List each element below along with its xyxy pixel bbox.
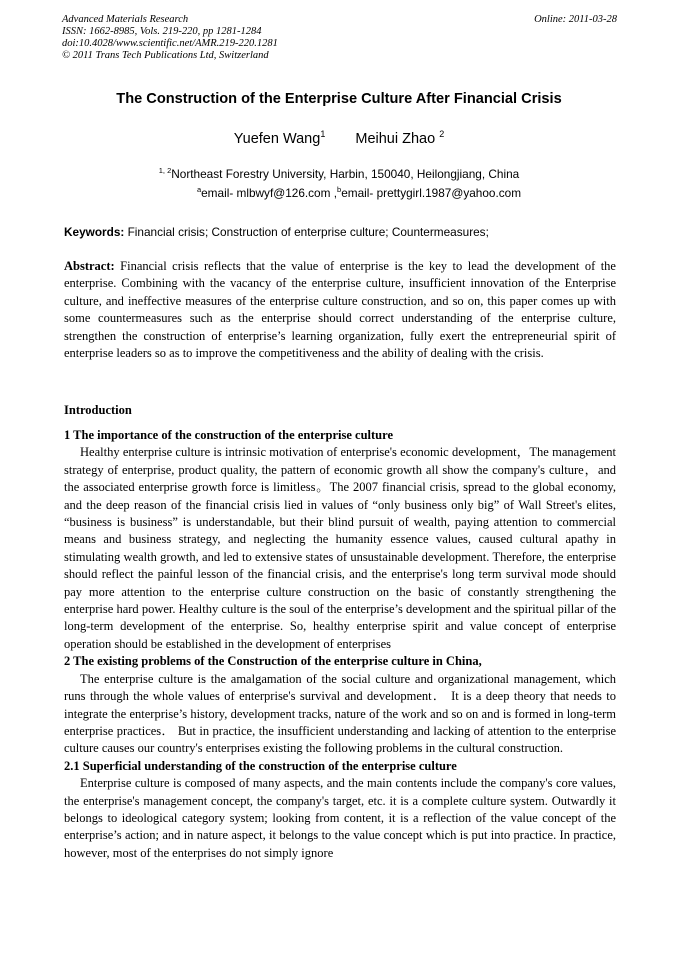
- section-heading: 2 The existing problems of the Construction of the enterprise culture in China,: [64, 654, 482, 669]
- main-body: [64, 427, 616, 862]
- affiliation-superscript: 1, 2: [158, 166, 172, 175]
- email-a[interactable]: email- mlbwyf@126.com ,: [201, 185, 338, 200]
- section-paragraph: The enterprise culture is the amalgamation of the social culture and organizational management, which runs through the whole values of enterprise's survival and development． It is a deep theory that needs to integrate the enterprise’s history, development tracks, nature of the work and so on and is formed in long-term enterprise practices． But in practice, the insufficient understanding and lacking of attention to the enterprise culture causes our country's enterprises existing the following problems in the cultural construction.: [64, 671, 616, 756]
- author-superscript: 2: [439, 129, 445, 139]
- affiliation-text: Northeast Forestry University, Harbin, 150040, Heilongjiang, China: [171, 166, 520, 181]
- issn-line: ISSN: 1662-8985, Vols. 219-220, pp 1281-1284: [62, 26, 262, 37]
- keywords: [64, 225, 616, 239]
- keywords-label: Keywords:: [64, 225, 125, 239]
- affiliation: [0, 166, 678, 181]
- copyright-line: © 2011 Trans Tech Publications Ltd, Switzerland: [62, 50, 269, 61]
- keywords-text: Financial crisis; Construction of enterprise culture; Countermeasures;: [124, 225, 489, 239]
- email-superscript: a: [196, 185, 202, 194]
- section-paragraph: Enterprise culture is composed of many aspects, and the main contents include the company's core values, the enterprise's management concept, the company's target, etc. it is a complete culture system. Outwardly it belongs to ideological category system; looking from content, it is a reflection of the value concept of the enterprise’s action; and in nature aspect, it belongs to the value concept which is put into practice. In practice, however, most of the enterprises do not simply ignore: [64, 776, 616, 860]
- introduction-heading: Introduction: [64, 403, 132, 417]
- author-superscript: 1: [320, 129, 326, 139]
- email-superscript: b: [337, 185, 342, 194]
- online-date: Online: 2011-03-28: [534, 14, 617, 25]
- author-name: Meihui Zhao: [355, 130, 436, 147]
- section-heading: 2.1 Superficial understanding of the construction of the enterprise culture: [64, 758, 457, 773]
- abstract: [64, 258, 616, 362]
- author-list: [0, 129, 678, 147]
- section-heading: 1 The importance of the construction of the enterprise culture: [64, 428, 393, 442]
- journal-header: [62, 14, 617, 62]
- paper-title: The Construction of the Enterprise Culture After Financial Crisis: [116, 91, 562, 107]
- doi-line: doi:10.4028/www.scientific.net/AMR.219-220.1281: [62, 38, 278, 49]
- email-b[interactable]: email- prettygirl.1987@yahoo.com: [341, 185, 522, 200]
- abstract-label: Abstract:: [64, 259, 115, 273]
- journal-name: Advanced Materials Research: [62, 14, 189, 25]
- email-line: [0, 185, 678, 200]
- abstract-text: Financial crisis reflects that the value of enterprise is the key to lead the development of the enterprise. Combining with the vacancy of the enterprise culture, insufficient innovation of the Enterprise culture, and ineffective measures of the enterprise culture construction, and so on, this paper comes up with some countermeasures such as the enterprise should correct understanding of the enterprise culture, strengthen the construction of enterprise’s learning organization, fully exert the entrepreneurial spirit of enterprise leaders so as to improve the competitiveness and the ability of dealing with the crisis.: [64, 259, 616, 361]
- section-paragraph: Healthy enterprise culture is intrinsic motivation of enterprise's economic development，The management strategy of enterprise, product quality, the pattern of economic growth all show the company's culture，and the associated enterprise growth force is limitless。The 2007 financial crisis, spread to the global economy, and the deep reason of the financial crisis lied in values of “only business only big” of Wall Street's elites, “business is business” is understandable, but their blind pursuit of wealth, paying attention to commercial means and business strategy, and neglecting the humanity essence values, caused cultural apathy in stimulating wealth growth, and led to extensive states of unsustainable development. Therefore, the enterprise should reflect the painful lesson of the financial crisis, and the enterprise's long term survival mode should pay more attention to the enterprise culture construction on the basic of constantly strengthening the enterprise hard power. Healthy culture is the soul of the enterprise’s development and the spiritual pillar of the long-term development of the enterprise. So, healthy enterprise spirit and value concept of enterprise operation should be established in the development of enterprises: [64, 445, 616, 651]
- author-name: Yuefen Wang: [233, 130, 321, 147]
